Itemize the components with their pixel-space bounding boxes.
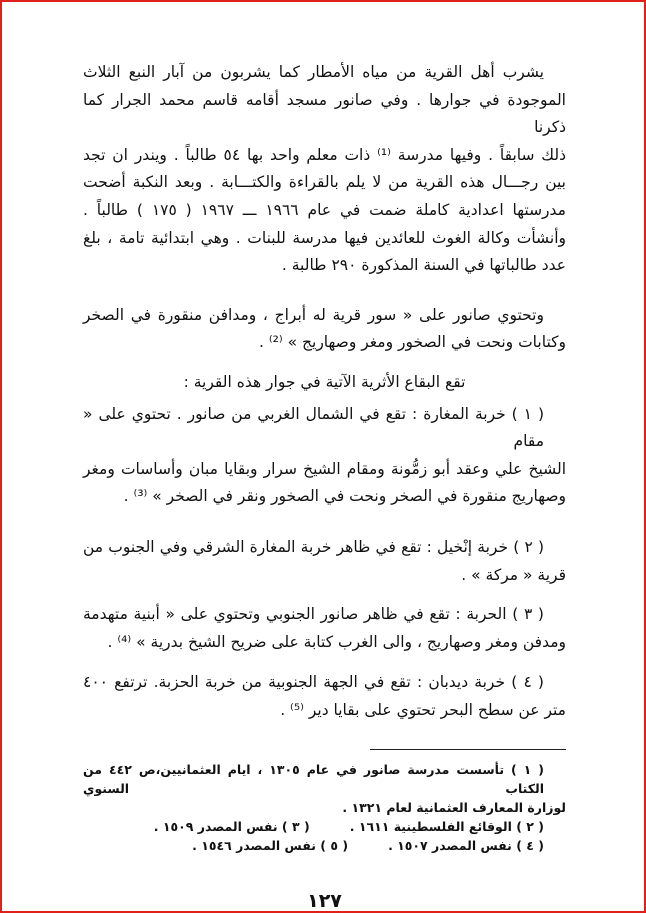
footnotes bbox=[83, 760, 566, 855]
page-body bbox=[83, 59, 566, 913]
text-line: ( ٣ ) الحربة : تقع في ظاهر صانور الجنوبي وتحتوي على « أبنية متهدمة bbox=[83, 605, 544, 624]
footnote-row bbox=[83, 836, 566, 855]
footnote-5: ( ٥ ) نفس المصدر ١٥٤٦ . bbox=[192, 838, 349, 854]
text-line: ومدفن ومغر وصهاريج ، والى الغرب كتابة على ضريح الشيخ بدرية » ⁽⁴⁾ . bbox=[107, 632, 566, 651]
text-line: وتحتوي صانور على « سور قرية له أبراج ، ومدافن منقورة في الصخر bbox=[83, 305, 544, 324]
item-3 bbox=[83, 601, 566, 656]
text-line: ( ٤ ) خربة ديدبان : تقع في الجهة الجنوبية من خربة الحزبة. ترتفع ٤٠٠ bbox=[83, 673, 544, 692]
footnote-1: ( ١ ) تأسست مدرسة صانور في عام ١٣٠٥ ، ايام العثمانيين،ص ٤٤٢ من الكتاب السنوي bbox=[83, 762, 544, 797]
text-line: ذلك سابقاً . وفيها مدرسة ⁽¹⁾ ذات معلم واحد بها ٥٤ طالباً . ويندر ان تجد bbox=[83, 145, 566, 164]
footnote-2: ( ٢ ) الوقائع الفلسطينية ١٦١١ . bbox=[349, 819, 544, 835]
text-line: متر عن سطح البحر تحتوي على بقايا دير ⁽⁵⁾ . bbox=[280, 700, 566, 719]
item-1 bbox=[83, 401, 566, 511]
footnote-3: ( ٣ ) نفس المصدر ١٥٠٩ . bbox=[153, 819, 310, 835]
section-heading bbox=[83, 369, 566, 397]
text-line: ( ١ ) خربة المغارة : تقع في الشمال الغربي من صانور . تحتوي على « مقام bbox=[83, 404, 545, 451]
text-line: ( ٢ ) خربة إنْخيل : تقع في ظاهر خربة المغارة الشرقي وفي الجنوب من bbox=[83, 537, 544, 556]
text-line: وصهاريج منقورة في الصخر ونحت في الصخور ونقر في الصخر » ⁽³⁾ . bbox=[123, 487, 566, 506]
text-line: بين رجـــال هذه القرية من لا يلم بالقراءة والكتـــابة . وبعد النكبة أضحت bbox=[83, 173, 566, 192]
text-line: يشرب أهل القرية من مياه الأمطار كما يشربون من آبار النبع الثلاث bbox=[83, 63, 544, 81]
text-line: قرية « مركة » . bbox=[461, 565, 566, 584]
text-line: مدرستها اعدادية كاملة ضمت في عام ١٩٦٦ ـــ ١٩٦٧ ( ١٧٥ ) طالباً . bbox=[83, 200, 566, 219]
text-line: وكتابات ونحت في الصخور ومغر وصهاريج » ⁽²⁾ . bbox=[258, 333, 566, 352]
text-line: وأنشأت وكالة الغوث للعائدين فيها مدرسة للبنات . وهي ابتدائية تامة ، بلغ bbox=[83, 228, 566, 247]
item-4 bbox=[83, 669, 566, 724]
footnote-4: ( ٤ ) نفس المصدر ١٥٠٧ . bbox=[388, 838, 544, 854]
text-line: الموجودة في جوارها . وفي صانور مسجد أقامه قاسم محمد الجرار كما ذكرنا bbox=[83, 90, 566, 137]
heading-text: تقع البقاع الأثرية الآتية في جوار هذه القرية : bbox=[183, 372, 466, 391]
footnote-row bbox=[83, 817, 566, 836]
footnote-1-cont: لوزارة المعارف العثمانية لعام ١٣٢١ . bbox=[342, 800, 566, 816]
page-number: ١٢٧ bbox=[307, 890, 342, 913]
footnote-divider bbox=[370, 749, 566, 750]
item-2 bbox=[83, 534, 566, 589]
text-line: الشيخ علي وعقد أبو زمُّونة ومقام الشيخ سرار وبقايا مبان وأساسات ومغر bbox=[83, 459, 566, 478]
text-line: عدد طالباتها في السنة المذكورة ٢٩٠ طالبة . bbox=[281, 256, 566, 275]
paragraph-schools bbox=[83, 59, 566, 280]
paragraph-walls bbox=[83, 302, 566, 357]
